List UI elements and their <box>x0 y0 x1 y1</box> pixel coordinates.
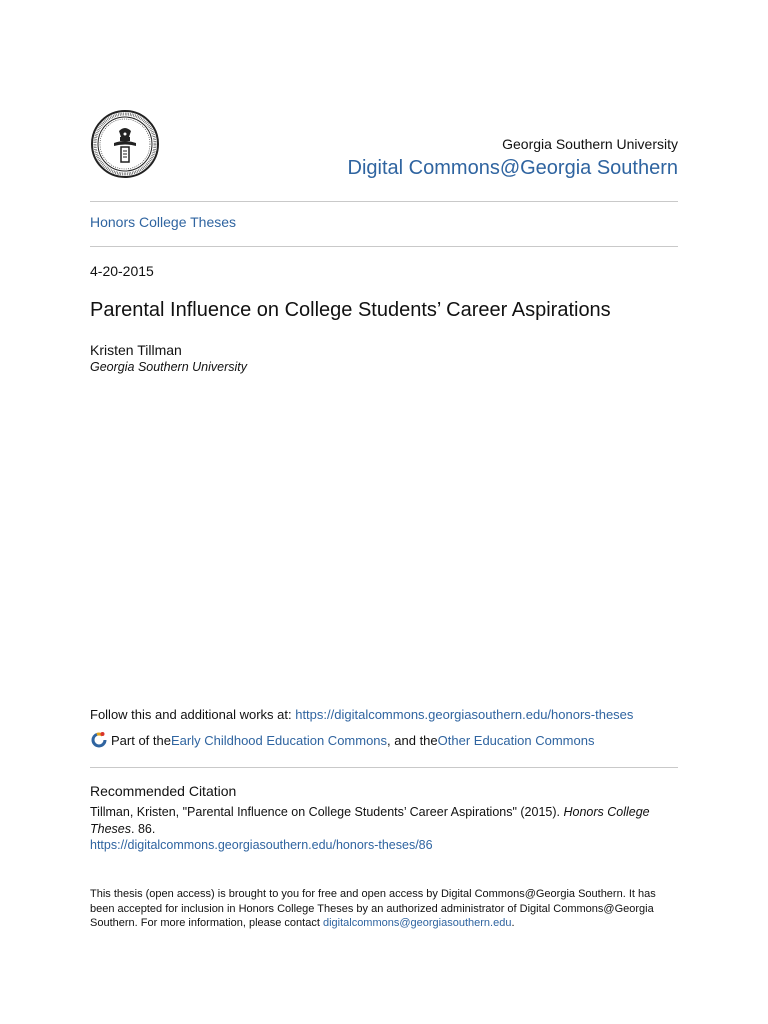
early-childhood-commons-link[interactable]: Early Childhood Education Commons <box>170 732 388 748</box>
part-of-line <box>90 731 594 749</box>
network-commons-icon <box>90 731 108 749</box>
footnote-text: This thesis (open access) is brought to you for free and open access by Digital Commons@Georgia Southern. It has been accepted for inclusion in Honors College Theses by an authorized administrator of Digital Commons@Georgia Southern. For more information, please contact <box>90 888 656 929</box>
footnote-end: . <box>511 917 515 929</box>
divider <box>90 201 678 202</box>
author-name: Kristen Tillman <box>90 342 182 358</box>
author-affiliation: Georgia Southern University <box>90 360 248 374</box>
recommended-citation-heading: Recommended Citation <box>90 783 237 799</box>
access-footnote <box>90 887 678 931</box>
citation-text <box>90 804 678 838</box>
publication-date: 4-20-2015 <box>90 263 154 279</box>
divider <box>90 246 678 247</box>
document-title: Parental Influence on College Students’ Career Aspirations <box>90 299 611 321</box>
other-education-commons-link[interactable]: Other Education Commons <box>437 732 595 748</box>
follow-url-link[interactable]: https://digitalcommons.georgiasouthern.edu/honors-theses <box>295 707 634 722</box>
repository-link[interactable]: Digital Commons@Georgia Southern <box>347 157 678 179</box>
citation-series: Honors College Theses <box>90 805 650 836</box>
follow-line <box>90 707 633 722</box>
university-name: Georgia Southern University <box>502 136 678 152</box>
part-of-prefix: Part of the <box>111 732 171 748</box>
divider <box>90 767 678 768</box>
citation-end: . 86. <box>131 822 156 836</box>
follow-text: Follow this and additional works at: <box>90 707 296 722</box>
university-seal-logo <box>90 109 160 179</box>
part-of-middle: , and the <box>387 732 438 748</box>
contact-email-link[interactable]: digitalcommons@georgiasouthern.edu <box>322 917 512 929</box>
citation-url-link[interactable]: https://digitalcommons.georgiasouthern.edu/honors-theses/86 <box>90 838 433 852</box>
citation-main: Tillman, Kristen, "Parental Influence on College Students’ Career Aspirations" (2015). <box>90 805 564 819</box>
series-link[interactable]: Honors College Theses <box>90 214 237 230</box>
